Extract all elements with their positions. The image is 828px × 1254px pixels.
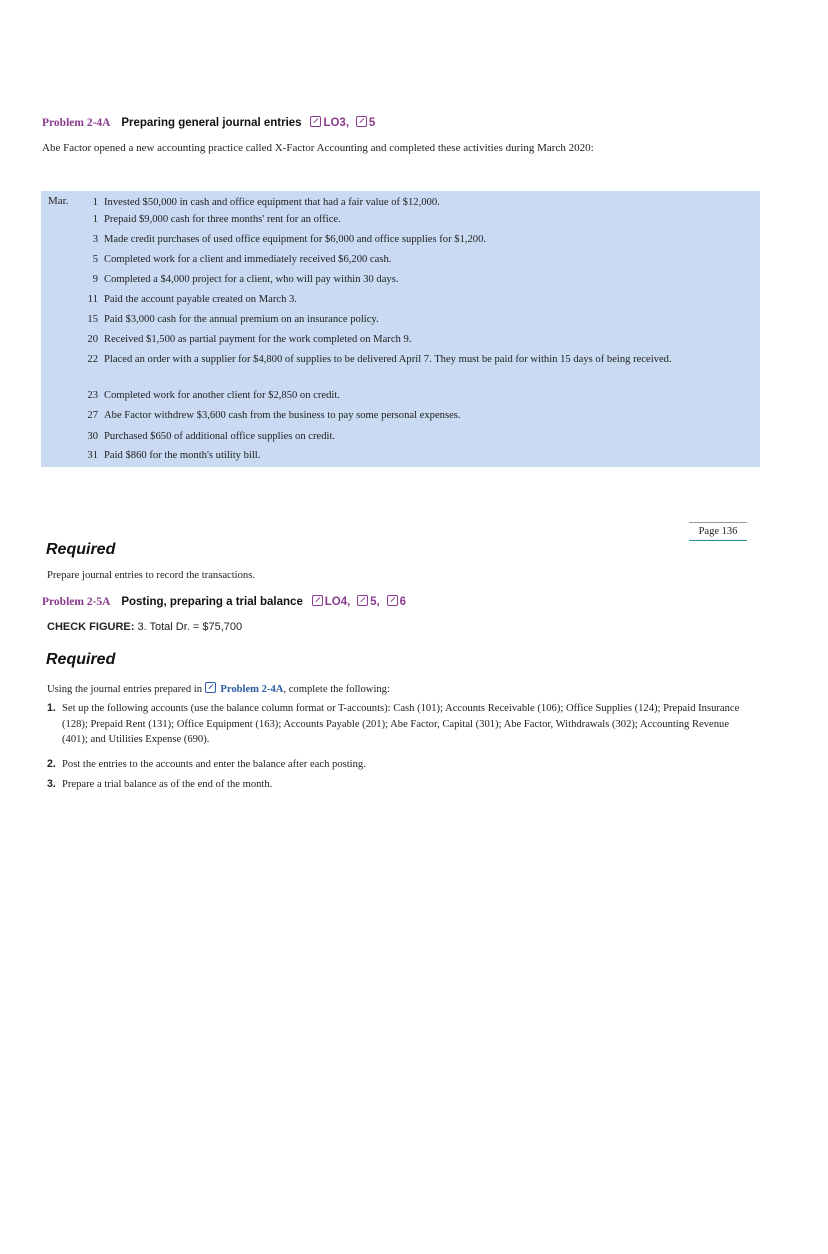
transaction-month: Mar. xyxy=(48,195,69,207)
lo-link-5[interactable]: 5 xyxy=(356,117,375,129)
lo-link-3[interactable]: LO3, xyxy=(310,117,349,129)
external-link-icon xyxy=(356,116,367,127)
problem-title: Posting, preparing a trial balance xyxy=(121,596,303,608)
page-number-tag: Page 136 xyxy=(689,522,747,541)
lo-link-5[interactable]: 5, xyxy=(357,596,380,608)
check-figure-label: CHECK FIGURE: xyxy=(47,621,135,633)
check-figure-value: 3. Total Dr. = $75,700 xyxy=(137,621,243,633)
transactions-box: Mar. 1 Invested $50,000 in cash and office equipment that had a fair value of $12,000. 1 Prepaid $9,000 cash for three months' rent for an office. 3 Made credit purchases of used office equipment for $6,000 and office supplies for $1,200. 5 Completed work for a client and immediately received $6,200 cash. 9 Completed a $4,000 project for a client, who will pay within 30 days. 11 Paid the account payable created on March 3. 15 Paid $3,000 cash for the annual premium on an insurance policy. 20 Received $1,500 as partial payment for the work completed on March 9. 22 Placed an order with a supplier for $4,800 of supplies to be delivered April 7. They must be paid for within 15 days of being received. 23 Completed work for another client for $2,850 on credit. 27 Abe Factor withdrew $3,600 cash from the business to pay some personal expenses. 30 Purchased $650 of additional office supplies on credit. 31 Paid $860 for the month's utility bill. xyxy=(41,191,760,467)
problem-title: Preparing general journal entries xyxy=(121,117,302,129)
lo-link-6[interactable]: 6 xyxy=(387,596,406,608)
required-heading: Required xyxy=(46,651,116,668)
external-link-icon xyxy=(312,595,323,606)
problem-2-4a-link[interactable]: Problem 2-4A xyxy=(205,684,284,695)
lo-link-4[interactable]: LO4, xyxy=(312,596,351,608)
external-link-icon xyxy=(357,595,368,606)
required-heading: Required xyxy=(46,541,116,558)
problem-number: Problem 2-5A xyxy=(42,596,111,608)
problem-2-4a-header xyxy=(42,116,375,129)
required-text: Prepare journal entries to record the transactions. xyxy=(47,570,255,581)
problem-intro: Abe Factor opened a new accounting practice called X-Factor Accounting and completed these activities during March 2020: xyxy=(42,142,594,154)
external-link-icon xyxy=(205,682,216,693)
problem-2-5a-header xyxy=(42,595,406,608)
required-intro: Using the journal entries prepared in Problem 2-4A, complete the following: xyxy=(47,684,390,695)
problem-number: Problem 2-4A xyxy=(42,117,111,129)
check-figure xyxy=(47,621,242,633)
external-link-icon xyxy=(310,116,321,127)
external-link-icon xyxy=(387,595,398,606)
